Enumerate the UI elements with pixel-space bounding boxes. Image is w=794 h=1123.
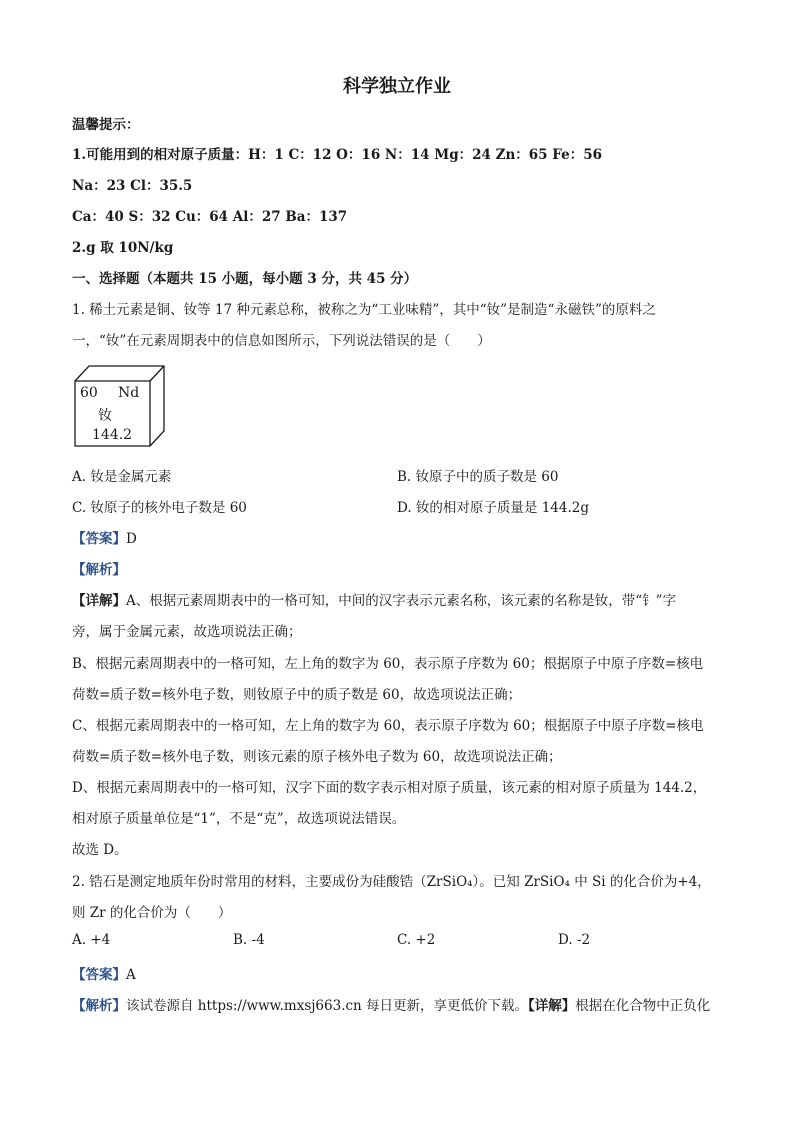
q1-detail-line-9: 故选 D。 [72,842,128,858]
detail-text: 根据在化合物中正负化 [575,998,711,1014]
q1-detail-line-1 [72,589,676,609]
q1-stem-line-2: 一，“钕”在元素周期表中的信息如图所示，下列说法错误的是（ ） [72,333,491,349]
q1-option-c: C. 钕原子的核外电子数是 60 [72,500,247,516]
detail-tag: 【详解】 [72,593,126,609]
q1-detail-line-7: D、根据元素周期表中的一格可知，汉字下面的数字表示相对原子质量，该元素的相对原子质量为 144.2， [72,780,707,796]
q1-analysis [72,558,126,578]
tips-heading: 温馨提示： [72,117,140,133]
tips-line-2: Na：23 Cl：35.5 [72,178,193,194]
q2-option-d: D. -2 [558,932,591,948]
tips-line-1: 1.可能用到的相对原子质量：H：1 C：12 O：16 N：14 Mg：24 Zn：65 Fe：56 [72,147,602,163]
answer-tag: 【答案】 [72,531,126,547]
section-heading: 一、选择题（本题共 15 小题，每小题 3 分，共 45 分） [72,271,418,287]
q1-detail-line-2: 旁，属于金属元素，故选项说法正确； [72,624,302,640]
element-mass: 144.2 [92,427,133,443]
q2-analysis [72,994,710,1014]
answer-value: D [126,531,137,547]
q1-option-a: A. 钕是金属元素 [72,469,172,485]
q2-option-b: B. -4 [233,932,265,948]
q1-answer [72,527,137,547]
page-title: 科学独立作业 [343,76,451,97]
tips-line-4: 2.g 取 10N/kg [72,240,174,256]
q1-stem-line-1: 1. 稀土元素是铜、钕等 17 种元素总称，被称之为“工业味精”，其中“钕”是制造“永磁铁”的原料之 [72,302,656,318]
tips-line-3: Ca：40 S：32 Cu：64 Al：27 Ba：137 [72,209,348,225]
q1-detail-line-8: 相对原子质量单位是“1”，不是“克”，故选项说法错误。 [72,811,406,827]
element-name: 钕 [98,408,112,424]
answer-tag: 【答案】 [72,967,126,983]
detail-tag: 【详解】 [528,998,576,1014]
q2-answer [72,963,136,983]
element-number: 60 [80,385,98,401]
answer-value: A [126,967,136,983]
q2-option-c: C. +2 [397,932,436,948]
q1-option-b: B. 钕原子中的质子数是 60 [397,469,559,485]
detail-text: A、根据元素周期表中的一格可知，中间的汉字表示元素名称，该元素的名称是钕，带“钅”字 [126,593,677,609]
analysis-tag: 【解析】 [72,998,126,1014]
q1-detail-line-3: B、根据元素周期表中的一格可知，左上角的数字为 60，表示原子序数为 60；根据原子中原子序数=核电 [72,656,704,672]
analysis-tag: 【解析】 [72,562,126,578]
element-symbol: Nd [118,385,140,401]
element-card [74,365,166,447]
q1-detail-line-5: C、根据元素周期表中的一格可知，左上角的数字为 60，表示原子序数为 60；根据原子中原子序数=核电 [72,718,704,734]
q1-option-d: D. 钕的相对原子质量是 144.2g [397,500,590,516]
watermark-text: 该试卷源自 https://www.mxsj663.cn 每日更新，享更低价下载。 [126,998,529,1014]
q1-detail-line-6: 荷数=质子数=核外电子数，则该元素的原子核外电子数为 60，故选项说法正确； [72,749,562,765]
q2-option-a: A. +4 [72,932,111,948]
q2-stem-line-1: 2. 锆石是测定地质年份时常用的材料，主要成份为硅酸锆（ZrSiO₄）。已知 ZrSiO₄ 中 Si 的化合价为+4， [72,874,711,890]
q1-detail-line-4: 荷数=质子数=核外电子数，则钕原子中的质子数是 60，故选项说法正确； [72,687,522,703]
q2-stem-line-2: 则 Zr 的化合价为（ ） [72,905,232,921]
